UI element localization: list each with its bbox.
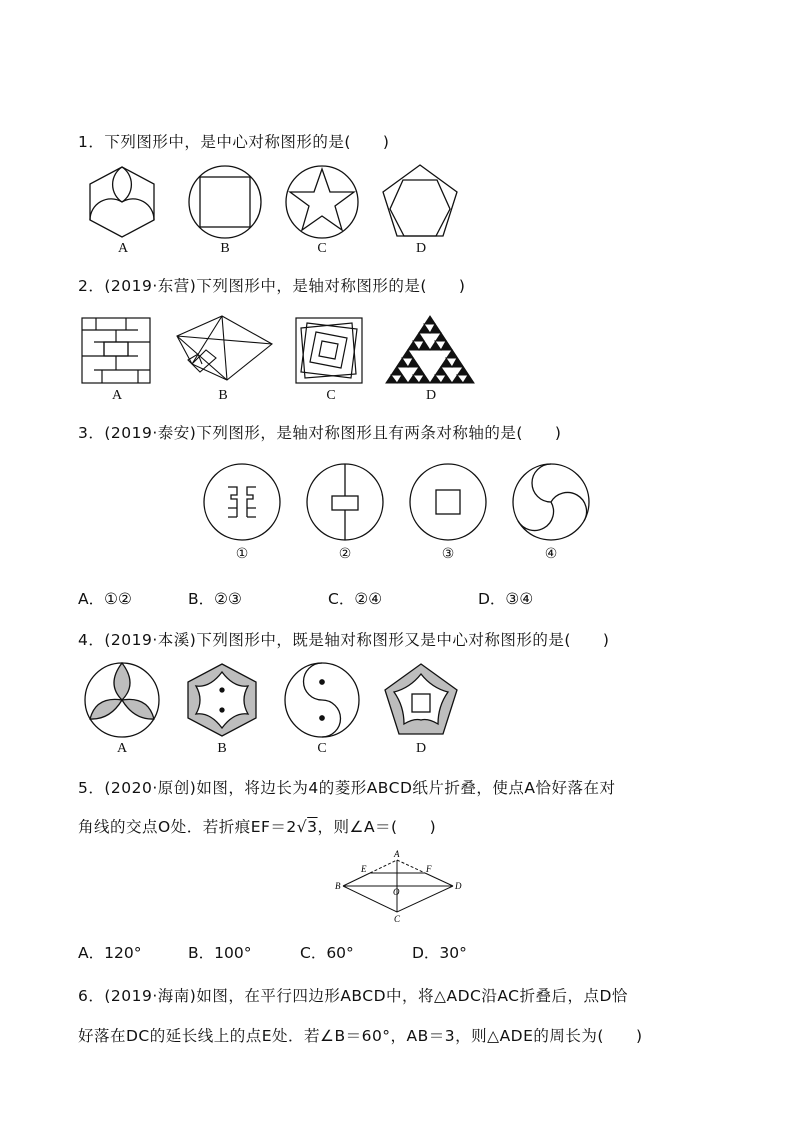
q2-label-a: A <box>111 388 123 403</box>
q1-figure-b <box>189 166 261 238</box>
q3-label-1: ① <box>235 546 249 562</box>
q3-option-b: B．②③ <box>188 590 242 608</box>
q3-option-a: A．①② <box>78 590 132 608</box>
q1-figure-c <box>286 166 358 238</box>
q3-label-3: ③ <box>441 546 455 562</box>
q5-point-d: D <box>455 881 462 891</box>
q3-label-4: ④ <box>544 546 558 562</box>
q1-figure-d <box>380 163 460 243</box>
q4-label-d: D <box>415 741 427 756</box>
q1-label-a: A <box>117 241 129 256</box>
q4-figure-c <box>285 663 359 737</box>
q2-label-b: B <box>218 388 228 403</box>
question-2-text: 2．(2019·东营)下列图形中，是轴对称图形的是( ) <box>78 277 466 295</box>
q5-point-f: F <box>426 864 432 874</box>
q4-label-c: C <box>317 741 327 756</box>
q5-option-d: D．30° <box>412 944 467 962</box>
q4-figure-d <box>385 664 457 734</box>
q1-figure-a <box>90 167 154 237</box>
q4-figures <box>80 662 480 742</box>
q4-label-b: B <box>217 741 227 756</box>
q5-point-a: A <box>394 849 400 859</box>
q1-label-c: C <box>317 241 327 256</box>
question-6-line-2: 好落在DC的延长线上的点E处．若∠B＝60°，AB＝3，则△ADE的周长为( ) <box>78 1027 643 1045</box>
q3-figure-4 <box>513 464 589 540</box>
q5-rhombus-figure <box>333 848 463 923</box>
q2-figure-d <box>386 316 474 383</box>
q1-label-d: D <box>415 241 427 256</box>
q5-point-b: B <box>335 881 341 891</box>
q2-label-c: C <box>326 388 336 403</box>
q4-figure-b <box>188 664 256 736</box>
q5-point-c: C <box>394 914 401 924</box>
q5-point-o: O <box>393 887 400 897</box>
q5-line-2-start: 角线的交点O处．若折痕EF＝2 <box>78 818 297 836</box>
q4-figure-a <box>85 663 159 737</box>
q5-line-2-end: ，则∠A＝( ) <box>317 818 437 836</box>
question-4-text: 4．(2019·本溪)下列图形中，既是轴对称图形又是中心对称图形的是( ) <box>78 631 610 649</box>
q1-figures <box>80 165 390 240</box>
q3-figure-1 <box>204 464 280 540</box>
question-1-text: 1．下列图形中，是中心对称图形的是( ) <box>78 133 390 151</box>
question-6-line-1: 6．(2019·海南)如图，在平行四边形ABCD中，将△ADC沿AC折叠后，点D恰 <box>78 987 628 1005</box>
q5-option-b: B．100° <box>188 944 252 962</box>
q3-option-d: D．③④ <box>478 590 534 608</box>
q2-label-d: D <box>425 388 437 403</box>
q3-figure-3 <box>410 464 486 540</box>
question-3-text: 3．(2019·泰安)下列图形，是轴对称图形且有两条对称轴的是( ) <box>78 424 562 442</box>
question-5-line-2: 角线的交点O处．若折痕EF＝2√3，则∠A＝( ) <box>78 818 437 836</box>
q5-point-e: E <box>361 864 367 874</box>
q3-label-2: ② <box>338 546 352 562</box>
q5-option-c: C．60° <box>300 944 354 962</box>
q3-option-c: C．②④ <box>328 590 383 608</box>
q4-label-a: A <box>116 741 128 756</box>
q5-option-a: A．120° <box>78 944 142 962</box>
question-5-line-1: 5．(2020·原创)如图，将边长为4的菱形ABCD纸片折叠，使点A恰好落在对 <box>78 779 616 797</box>
q2-figure-b <box>177 316 272 380</box>
q2-figures <box>82 316 482 386</box>
q5-sqrt-value: 3 <box>307 818 318 836</box>
q3-figure-2 <box>307 464 383 540</box>
q3-figures <box>200 460 600 545</box>
q1-label-b: B <box>220 241 230 256</box>
q2-figure-c <box>296 318 362 383</box>
q2-figure-a <box>82 318 150 383</box>
